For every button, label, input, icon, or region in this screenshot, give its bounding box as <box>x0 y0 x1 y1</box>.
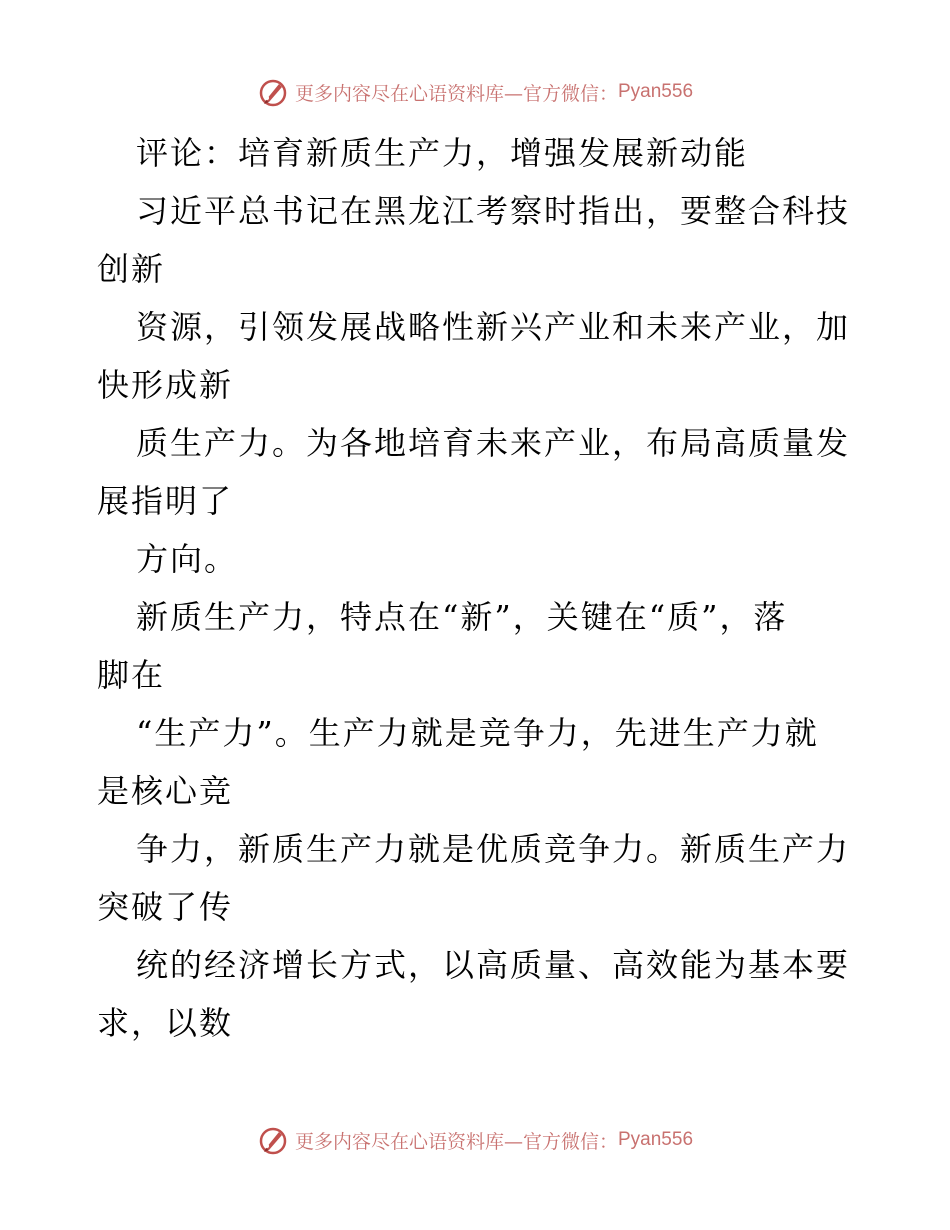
footer-watermark <box>0 1120 950 1160</box>
watermark-wechat-id: Pyan556 <box>618 1129 694 1150</box>
document-body <box>97 124 857 1052</box>
text-line: 习近平总书记在黑龙江考察时指出，要整合科技 <box>136 192 851 230</box>
text-line: 是核心竞 <box>97 772 234 810</box>
text-line: 展指明了 <box>97 482 234 520</box>
text-line: 统的经济增长方式，以高质量、高效能为基本要 <box>136 946 851 984</box>
text-line: 创新 <box>97 250 166 288</box>
text-line: 求，以数 <box>97 1004 234 1042</box>
text-line: 脚在 <box>97 656 166 694</box>
text-line: 快形成新 <box>97 366 234 404</box>
pen-logo-icon <box>257 76 289 108</box>
watermark-text: 更多内容尽在心语资料库—官方微信： <box>294 1130 618 1153</box>
watermark-text: 更多内容尽在心语资料库—官方微信： <box>294 82 618 105</box>
pen-logo-icon <box>257 1124 289 1156</box>
text-line: 资源，引领发展战略性新兴产业和未来产业，加 <box>136 308 851 346</box>
header-watermark <box>0 72 950 112</box>
text-line: 质生产力。为各地培育未来产业，布局高质量发 <box>136 424 851 462</box>
document-title: 评论：培育新质生产力，增强发展新动能 <box>136 134 749 172</box>
text-line: “生产力”。生产力就是竞争力，先进生产力就 <box>136 714 819 752</box>
text-line: 方向。 <box>136 540 239 578</box>
watermark-wechat-id: Pyan556 <box>618 81 694 102</box>
text-line: 突破了传 <box>97 888 234 926</box>
text-line: 新质生产力，特点在“新”，关键在“质”，落 <box>136 598 788 636</box>
text-line: 争力，新质生产力就是优质竞争力。新质生产力 <box>136 830 851 868</box>
